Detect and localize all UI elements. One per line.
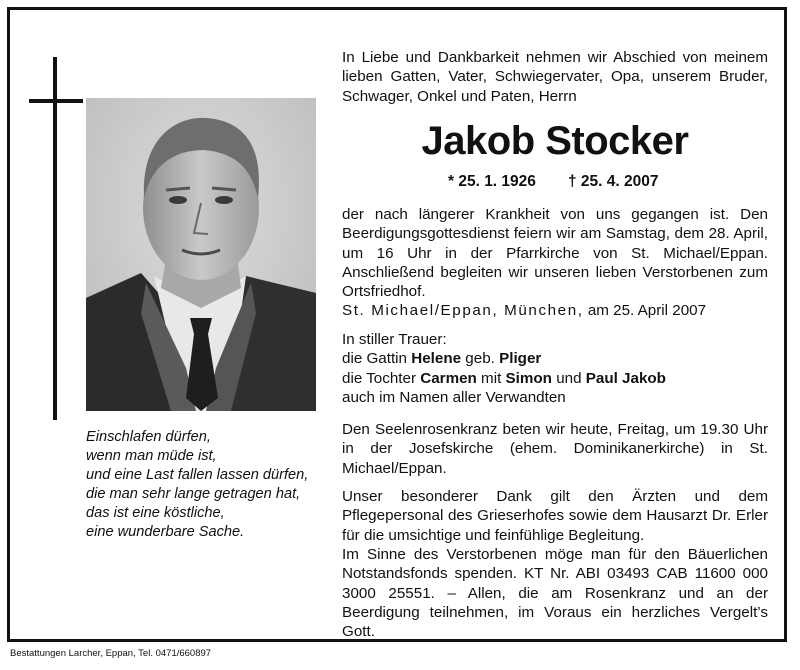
poem-line: das ist eine köstliche, xyxy=(86,505,225,521)
death-date: † 25. 4. 2007 xyxy=(568,173,659,190)
portrait-photo xyxy=(86,98,316,411)
poem-line: wenn man müde ist, xyxy=(86,448,217,464)
rosary-paragraph: Den Seelenrosenkranz beten wir heute, Freitag, um 19.30 Uhr in der Josefskirche (ehem. Dominikanerkirche) in St. Michael/Eppan. xyxy=(342,421,768,477)
mourner-daughter: die Tochter Carmen mit Simon und Paul Jakob xyxy=(342,369,666,387)
thanks-paragraph: Unser besonderer Dank gilt den Ärzten und dem Pflegepersonal des Grieserhofes sowie dem Hausarzt Dr. Erler für die umsichtige und feinfühlige Begleitung. xyxy=(342,488,768,544)
mourner-wife: die Gattin Helene geb. Pliger xyxy=(342,350,542,368)
place-date-line xyxy=(342,301,768,320)
birth-date: * 25. 1. 1926 xyxy=(448,173,536,190)
funeral-paragraph: der nach längerer Krankheit von uns gegangen ist. Den Beerdigungsgottesdienst feiern wir am Samstag, dem 28. April, um 16 Uhr in der Pfarrkirche von St. Michael/Eppan. Anschließend begleiten wir unseren lieben Verstorbenen zum Ortsfriedhof. xyxy=(342,206,768,301)
poem-line: Einschlafen dürfen, xyxy=(86,429,211,445)
place: St. Michael/Eppan, München, xyxy=(342,302,584,319)
intro-paragraph: In Liebe und Dankbarkeit nehmen wir Abschied von meinem lieben Gatten, Vater, Schwiegervater, Opa, unserem Bruder, Schwager, Onkel und Paten, Herrn xyxy=(342,49,768,105)
deceased-name: Jakob Stocker xyxy=(421,119,689,163)
donation-paragraph: Im Sinne des Verstorbenen möge man für den Bäuerlichen Notstandsfonds spenden. KT Nr. ABI 03493 CAB 11600 000 3000 25551. – Allen, die am Rosenkranz und an der Beerdigung teilnehmen, im Voraus ein herzliches Vergelt’s Gott. xyxy=(342,546,768,641)
mourning-heading: In stiller Trauer: xyxy=(342,331,447,348)
undertaker-credit: Bestattungen Larcher, Eppan, Tel. 0471/660897 xyxy=(10,648,212,659)
poem-line: eine wunderbare Sache. xyxy=(86,524,245,540)
relatives-line: auch im Namen aller Verwandten xyxy=(342,388,566,406)
date: am 25. April 2007 xyxy=(587,302,707,319)
poem-line: und eine Last fallen lassen dürfen, xyxy=(86,467,309,483)
poem-line: die man sehr lange getragen hat, xyxy=(86,486,301,502)
poem xyxy=(86,428,336,542)
mourners-list xyxy=(342,330,768,407)
